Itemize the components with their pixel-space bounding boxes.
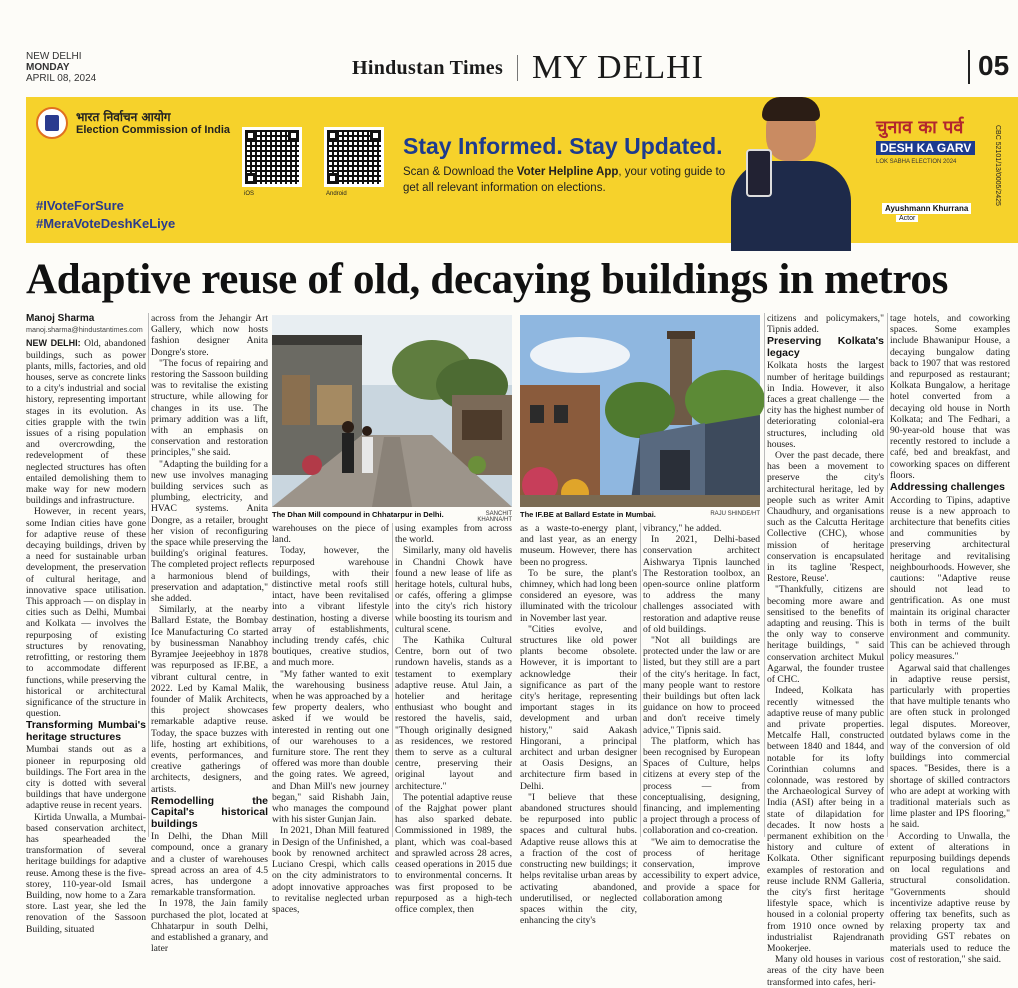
paragraph: In 2021, Dhan Mill featured in Design of the Unfinished, a book by renowned architect Luciano Crespi, which calls on the city administrators to adopt innovative approaches to revitalise neglected urban spaces, (272, 825, 389, 915)
ad-code: CBC 52101/13/0005/2425 (994, 125, 1001, 206)
paragraph: as a waste-to-energy plant, and last year, as an energy museum. However, there has been no progress. (520, 523, 637, 568)
paragraph: "Thankfully, citizens are becoming more aware and sensitised to the benefits of adapting and reusing. This is the only way to conserve heritage buildings, " said conservation architect Mukul Agarwal, the founder trustee of CHC. (767, 584, 884, 686)
paragraph: According to Tipins, adaptive reuse is a new approach to architecture that benefits cities and communities by preserving architectural heritage and revitalising neighbourhoods. However, she cautions: "Adaptive reuse should not lead to gentrification. As one must maintain its original character both in terms of the built environment and community. This can be achieved through policy measures." (890, 494, 1010, 663)
dateline (26, 51, 96, 84)
paragraph: Kolkata hosts the largest number of heritage buildings in India. However, it also faces a great challenge — the city has the highest number of deteriorating colonial-era structures, including old houses. (767, 360, 884, 450)
campaign-english: DESH KA GARV (876, 141, 975, 155)
photo-ifbe (520, 315, 760, 507)
paragraph: using examples from across the world. (395, 523, 512, 546)
paragraph: Today, however, the repurposed warehouse buildings, with their distinctive metal roofs still intact, have been revitalised into a vibrant lifestyle destination, hosting a diverse array of establishments, including trendy cafés, chic boutiques, creative studios, and much more. (272, 545, 389, 669)
page-number-divider (968, 50, 970, 84)
paragraph: Agarwal said that challenges in adaptive reuse persist, particularly with properties that have multiple tenants who are often stuck in prolonged legal disputes. Moreover, outdated bylaws come in the way of the conversion of old buildings into commercial spaces. "Besides, there is a shortage of skilled contractors who are adept at working with traditional materials such as lime plaster and IPS flooring," he said. (890, 662, 1010, 831)
paragraph: In 2021, Delhi-based conservation architect Aishwarya Tipnis launched The Restoration toolbox, an open-source online platform to address the many challenges associated with restoration and adaptive reuse of old buildings. (643, 534, 760, 635)
qr-label-android: Android (326, 191, 347, 197)
article-column-1 (26, 313, 146, 935)
article-column-5 (520, 523, 637, 927)
author-email: manoj.sharma@hindustantimes.com (26, 325, 143, 335)
campaign-hindi: चुनाव का पर्व (876, 117, 964, 138)
paragraph: "I believe that these abandoned structures should be repurposed into public spaces and cultural hubs. Adaptive reuse allows this at a fraction of the cost of constructing new buildings; it helps revitalise urban areas by activating abandoned, underutilised, or neglected spaces within the city, enhancing the city's (520, 791, 637, 927)
eci-name-english: Election Commission of India (76, 124, 231, 136)
paragraph: tage hotels, and coworking spaces. Some examples include Bhawanipur House, a decaying bungalow dating back to 1907 that was restored and repurposed as restaurant; Kolkata Bungalow, a heritage hotel converted from a decaying old house in North Kolkata; and The Fedhari, a 90-year-old house that was recently restored to include a café, bed and breakfast, and coworking spaces on different floors. (890, 313, 1010, 481)
paragraph: According to Unwalla, the extent of alterations in repurposing buildings depends on local regulations and structural consolidation. "Governments should incentivize adaptive reuse by offering tax benefits, such as relaxing property tax and providing GST rebates on materials used to reduce the cost of restoration," she said. (890, 830, 1010, 965)
dateline-city: NEW DELHI (26, 51, 82, 62)
ad-model-role: Actor (896, 215, 918, 222)
ad-body: Scan & Download the Voter Helpline App, your voting guide to get all relevant information on elections. (403, 166, 726, 194)
paragraph: Indeed, Kolkata has recently witnessed the adaptive reuse of many public and private properties. Metcalfe Hall, constructed between 1840 and 1844, and notable for its lofty Corinthian columns and colonnade, was restored by the Archaeological Survey of India (ASI) after being in a state of dilapidation for decades. It now hosts a permanent exhibition on the history and culture of Kolkata. Other significant examples of restoration and reuse include RNM Galleria, the city's first heritage lifestyle space, which is housed in a colonial property from 1910 once owned by industrialist Rajendranath Mookerjee. (767, 685, 884, 954)
paragraph: vibrancy," he added. (643, 523, 722, 534)
paragraph: across from the Jehangir Art Gallery, which now hosts fashion designer Anita Dongre's store. (151, 313, 268, 358)
paragraph: In 1978, the Jain family purchased the plot, located at Chhatarpur in south Delhi, and established a granary, and later (151, 898, 268, 955)
paragraph: Over the past decade, there has been a movement to preserve the city's architectural heritage, led by people such as writer Amit Chaudhury, and organisations such as the Calcutta Heritage Collective (CHC), whose mission of heritage conservation is encapsulated in its tagline 'Respect, Restore, Reuse'. (767, 450, 884, 585)
ad-model-name: Ayushmann Khurrana (882, 203, 971, 214)
paragraph: "Adapting the building for a new use involves managing building services such as plumbing, electricity, and HVAC systems. Anita Dongre, as a retailer, brought her vision of reconfiguring the space while preserving the building's original features. The completed project reflects a harmonious blend of preservation and adaptation," she added. (151, 458, 268, 605)
masthead-divider (517, 55, 518, 81)
paragraph: citizens and policymakers," Tipnis added. (767, 313, 884, 336)
qr-label-ios: iOS (244, 191, 255, 197)
campaign-logo (876, 115, 994, 177)
paragraph: Many old houses in various areas of the city have been transformed into cafes, heri- (767, 954, 884, 988)
paragraph: warehouses on the piece of land. (272, 523, 389, 546)
hashtag-ivoteforsure: #IVoteForSure (36, 198, 124, 213)
ad-model-image (706, 97, 876, 243)
subheading-challenges: Addressing challenges (890, 481, 1005, 494)
subheading-delhi: Remodelling the Capital's historical buildings (151, 794, 268, 830)
article-column-8 (890, 313, 1010, 965)
photo-credit-dhan-mill: SANCHIT KHANNA/HT (477, 511, 512, 523)
qr-code-android-icon (324, 127, 384, 187)
paragraph: To be sure, the plant's chimney, which had long been considered an eyesore, was illuminated with the tricolour in November last year. (520, 567, 637, 624)
paragraph: The Kathika Cultural Centre, born out of two rundown havelis, stands as a testament to exemplary adaptive reuse. Atul Jain, a hotelier and heritage enthusiast who bought and restored the havelis, said, "Though originally designed as residences, we restored them to serve as a cultural centre, preserving their original layout and architecture." (395, 635, 512, 792)
photo-caption-dhan-mill: The Dhan Mill compound in Chhatarpur in Delhi. (272, 510, 444, 519)
eci-name-hindi: भारत निर्वाचन आयोग (76, 110, 171, 124)
paragraph: Mumbai stands out as a pioneer in repurposing old buildings. The Fort area in the city is dotted with several buildings that have undergone adaptive reuse in recent years. (26, 744, 146, 812)
advertisement-banner (26, 97, 1018, 243)
hashtag-meravote: #MeraVoteDeshKeLiye (36, 216, 176, 231)
byline: Manoj Sharma (26, 313, 95, 324)
paragraph: NEW DELHI: Old, abandoned buildings, such as power plants, mills, factories, and old houses, serve as concrete links to a city's industrial and social history, representing important stages in its evolution. As cities grapple with the twin issues of a rising population and overcrowding, the redevelopment of these neglected structures has often entailed demolishing them to make way for new modern buildings and infrastructure. (26, 338, 146, 507)
ad-headline: Stay Informed. Stay Updated. (403, 133, 723, 159)
paragraph: However, in recent years, some Indian cities have gone for adaptive reuse of these decaying buildings, driven by a need for sustainable urban development, the preservation of cultural heritage, and innovative space utilisation. This approach — on display in cities such as Delhi, Mumbai and Kolkata — involves the repurposing of existing structures by renovating, retrofitting, or restoring them to accommodate different functions, while preserving the historical or architectural significance of the structure in question. (26, 506, 146, 720)
article-column-6 (643, 523, 760, 904)
paragraph: "Cities evolve, and structures like old power plants become obsolete. However, it is important to acknowledge their significance as part of the city's heritage, representing important stages in its development and urban history," said Aakash Hingorani, a principal architect and urban designer at Oasis Designs, an architecture firm based in Delhi. (520, 623, 637, 792)
photo-dhan-mill (272, 315, 512, 507)
paragraph: "Not all buildings are protected under the law or are listed, but they still are a part of the city's heritage. In fact, many people want to restore their buildings but often lack guidance on how to proceed and don't receive timely advice," Tipnis said. (643, 635, 760, 736)
newspaper-brand: Hindustan Times (352, 57, 504, 79)
dateline-date: APRIL 08, 2024 (26, 73, 97, 84)
paragraph: Kirtida Unwalla, a Mumbai-based conservation architect, has spearheaded the transformation of several heritage buildings for adaptive reuse. Among these is the five-storey, 110-year-old Ismail Building, now home to a Zara store. Last year, she led the renovation of the Sassoon Building, situated (26, 811, 146, 935)
subheading-kolkata: Preserving Kolkata's legacy (767, 335, 884, 359)
campaign-sub: LOK SABHA ELECTION 2024 (876, 159, 957, 165)
paragraph: The potential adaptive reuse of the Rajghat power plant has also sparked debate. Commissioned in 1989, the plant, which was coal-based and sprawled across 28 acres, ceased operations in 2015 due to environmental concerns. It was first proposed to be repurposed as a high-tech office complex, then (395, 791, 512, 915)
paragraph: Similarly, many old havelis in Chandni Chowk have found a new lease of life as heritage hotels, cultural hubs, or cafés, offering a glimpse into the city's rich history while boosting its tourism and cultural scene. (395, 545, 512, 635)
paragraph: "My father wanted to exit the warehousing business when he was approached by a few property dealers, who asked if we would be interested in renting out one of our warehouses to a furniture store. The rent they offered was more than double the going rates. We agreed, and Dhan Mill's new journey began," said Rishabh Jain, who manages the compound with his sister Gunjan Jain. (272, 668, 389, 826)
section-title: MY DELHI (532, 49, 704, 86)
qr-code-ios-icon (242, 127, 302, 187)
photo-caption-ifbe: The IF.BE at Ballard Estate in Mumbai. (520, 510, 656, 519)
dateline-day: MONDAY (26, 62, 70, 73)
article-column-7 (767, 313, 884, 988)
article-headline: Adaptive reuse of old, decaying buildings in metros (26, 256, 949, 303)
paragraph: The platform, which has been recognised by European Spaces of Culture, helps citizens at every step of the process — from conceptualising, designing, financing, and implementing a project through a process of collaboration and co-creation. (643, 735, 760, 837)
article-column-3 (272, 523, 389, 915)
paragraph: Similarly, at the nearby Ballard Estate, the Bombay Ice Manufacturing Co started by businessman Nanabhoy Byramjee Jeejeebhoy in 1878 was repurposed as IF.BE, a vibrant cultural centre, in 2022. Led by Kamal Malik, founder of Malik Architects, this project showcases remarkable adaptive reuse. Today, the space buzzes with life, hosting art exhibitions, events, performances, and creative gatherings of architects, designers, and artists. (151, 604, 268, 795)
eci-logo-icon (36, 107, 68, 139)
paragraph: "The focus of repairing and restoring the Sassoon building was to revitalise the existing structure, while allowing for changes in its use. The primary addition was a lift, with an emphasis on conservation and restoration principles," she said. (151, 357, 268, 459)
page-number: 05 (978, 50, 1010, 81)
paragraph: In Delhi, the Dhan Mill compound, once a granary and a cluster of warehouses spread across an area of 4.5 acres, has undergone a remarkable transformation. (151, 831, 268, 899)
photo-credit-ifbe: RAJU SHINDE/HT (710, 511, 760, 517)
article-column-4 (395, 523, 512, 915)
article-column-2 (151, 313, 268, 955)
paragraph: "We aim to democratise the process of heritage conservation, improve accessibility to expert advice, and provide a space for collaboration among (643, 836, 760, 904)
subheading-mumbai: Transforming Mumbai's heritage structures (26, 719, 146, 743)
